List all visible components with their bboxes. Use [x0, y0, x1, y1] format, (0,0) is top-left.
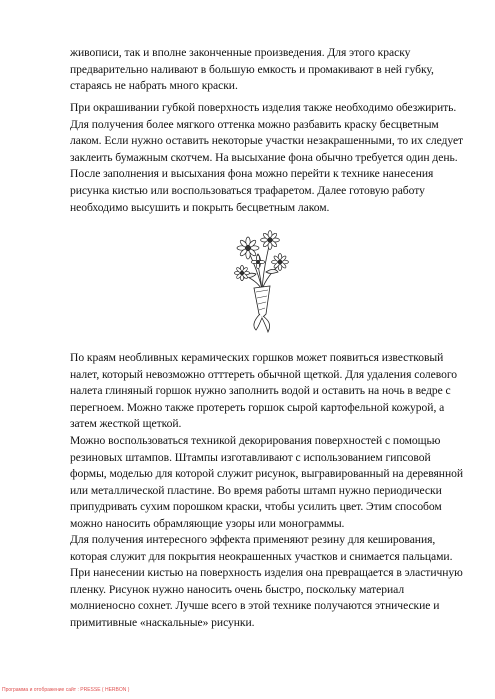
paragraph-4 [70, 433, 465, 533]
text-line: При окрашивании губкой поверхность изделия также необходимо обезжирить. [70, 101, 457, 114]
text-line: заклеить бумажным скотчем. На высыхание фона обычно требуется один день. [70, 150, 458, 164]
text-line: перегноем. Можно также протереть горшок сырой картофельной кожурой, а [70, 400, 445, 414]
text-line: примитивные «наскальные» рисунки. [70, 615, 255, 629]
text-line: После заполнения и высыхания фона можно перейти к технике нанесения [70, 167, 434, 181]
text-line: молниеносно сохнет. Лучше всего в этой технике получаются этнические и [70, 599, 440, 613]
text-line: припудривать сухим порошком краски, чтобы усилить цвет. Этим способом [70, 500, 442, 514]
text-line: Для получения интересного эффекта применяют резину для кеширования, [70, 533, 436, 546]
text-line: которая служит для покрытия неокрашенных участков и снимается пальцами. [70, 549, 453, 563]
text-line: предварительно наливают в большую емкость и промакивают в ней губку, [70, 62, 434, 76]
text-line: необходимо высушить и покрыть бесцветным лаком. [70, 200, 330, 214]
paragraph-1 [70, 45, 465, 95]
page-footer: Программа и отображение сайт : PRESSE ( HERBON ) [2, 687, 130, 693]
text-line: можно наносить обрамляющие узоры или монограммы. [70, 516, 345, 530]
text-line: формы, моделью для которой служит рисунок, выгравированный на деревянной [70, 467, 464, 481]
text-line: резиновых штампов. Штампы изготавливают с использованием гипсовой [70, 450, 431, 464]
text-line: рисунка кистью или воспользоваться трафаретом. Далее готовую работу [70, 183, 425, 197]
flower-bouquet-icon [232, 228, 292, 334]
text-line: стараясь не набрать много краски. [70, 79, 238, 93]
paragraph-5 [70, 532, 465, 632]
text-line: налет, который невозможно отттереть обычной щеткой. Для удаления солевого [70, 367, 457, 381]
text-line: или металлической пластине. Во время работы штамп нужно периодически [70, 483, 442, 497]
text-line: При нанесении кистью на поверхность изделия она превращается в эластичную [70, 566, 463, 580]
text-line: Можно воспользоваться техникой декорирования поверхностей с помощью [70, 434, 441, 447]
text-line: лаком. Если нужно оставить некоторые участки незакрашенными, то их следует [70, 134, 464, 148]
text-line: налета глиняный горшок нужно заполнить водой и оставить на ночь в ведре с [70, 384, 451, 398]
text-line: По краям необливных керамических горшков может появиться известковый [70, 351, 444, 364]
paragraph-2 [70, 100, 465, 216]
paragraph-3 [70, 350, 465, 433]
text-line: пленку. Рисунок нужно наносить очень быстро, поскольку материал [70, 582, 405, 596]
text-line: Для получения более мягкого оттенка можно разбавить краску бесцветным [70, 117, 439, 131]
text-line: живописи, так и вполне законченные произведения. Для этого краску [70, 46, 411, 59]
text-line: затем жесткой щеткой. [70, 417, 182, 431]
